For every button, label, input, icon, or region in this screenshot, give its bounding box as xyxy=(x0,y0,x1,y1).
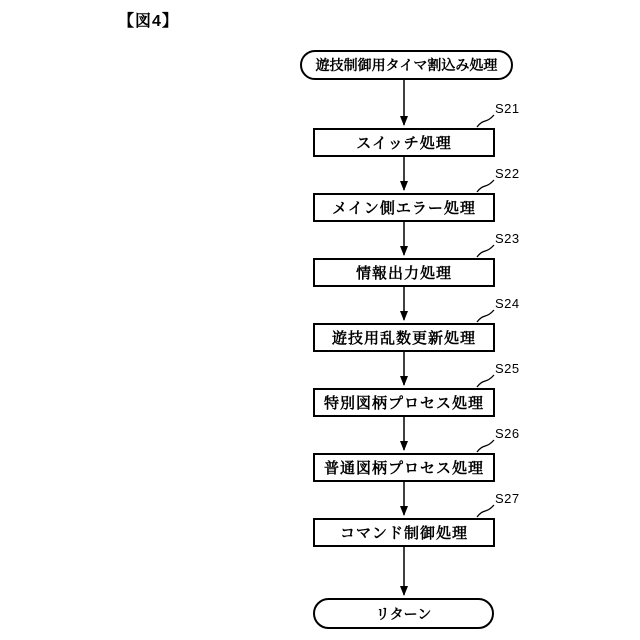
step-id-s24: S24 xyxy=(495,296,520,311)
process-label-s25: 特別図柄プロセス処理 xyxy=(323,395,484,412)
process-box-s27 xyxy=(313,518,495,547)
step-id-s25: S25 xyxy=(495,361,520,376)
process-box-s21 xyxy=(313,128,495,157)
process-box-s22 xyxy=(313,193,495,222)
step-id-s21: S21 xyxy=(495,101,520,116)
process-label-s21: スイッチ処理 xyxy=(356,135,452,152)
end-terminal-label: リターン xyxy=(375,605,432,622)
leader-s21 xyxy=(477,115,494,127)
leader-s27 xyxy=(477,505,494,517)
process-box-s25 xyxy=(313,388,495,417)
end-terminal xyxy=(313,598,494,629)
step-id-s23: S23 xyxy=(495,231,520,246)
process-label-s22: メイン側エラー処理 xyxy=(332,200,476,217)
process-box-s23 xyxy=(313,258,495,287)
step-id-s26: S26 xyxy=(495,426,520,441)
process-box-s24 xyxy=(313,323,495,352)
process-box-s26 xyxy=(313,453,495,482)
step-id-s27: S27 xyxy=(495,491,520,506)
leader-s25 xyxy=(477,375,494,387)
process-label-s24: 遊技用乱数更新処理 xyxy=(331,330,476,347)
start-terminal xyxy=(300,50,513,80)
step-id-s22: S22 xyxy=(495,166,520,181)
process-label-s26: 普通図柄プロセス処理 xyxy=(323,460,484,477)
leader-s23 xyxy=(477,245,494,257)
figure-title: 【図4】 xyxy=(118,13,179,30)
start-terminal-label: 遊技制御用タイマ割込み処理 xyxy=(315,57,498,73)
leader-s22 xyxy=(477,180,494,192)
process-label-s23: 情報出力処理 xyxy=(355,265,452,282)
leader-s26 xyxy=(477,440,494,452)
process-label-s27: コマンド制御処理 xyxy=(339,525,468,542)
leader-s24 xyxy=(477,310,494,322)
